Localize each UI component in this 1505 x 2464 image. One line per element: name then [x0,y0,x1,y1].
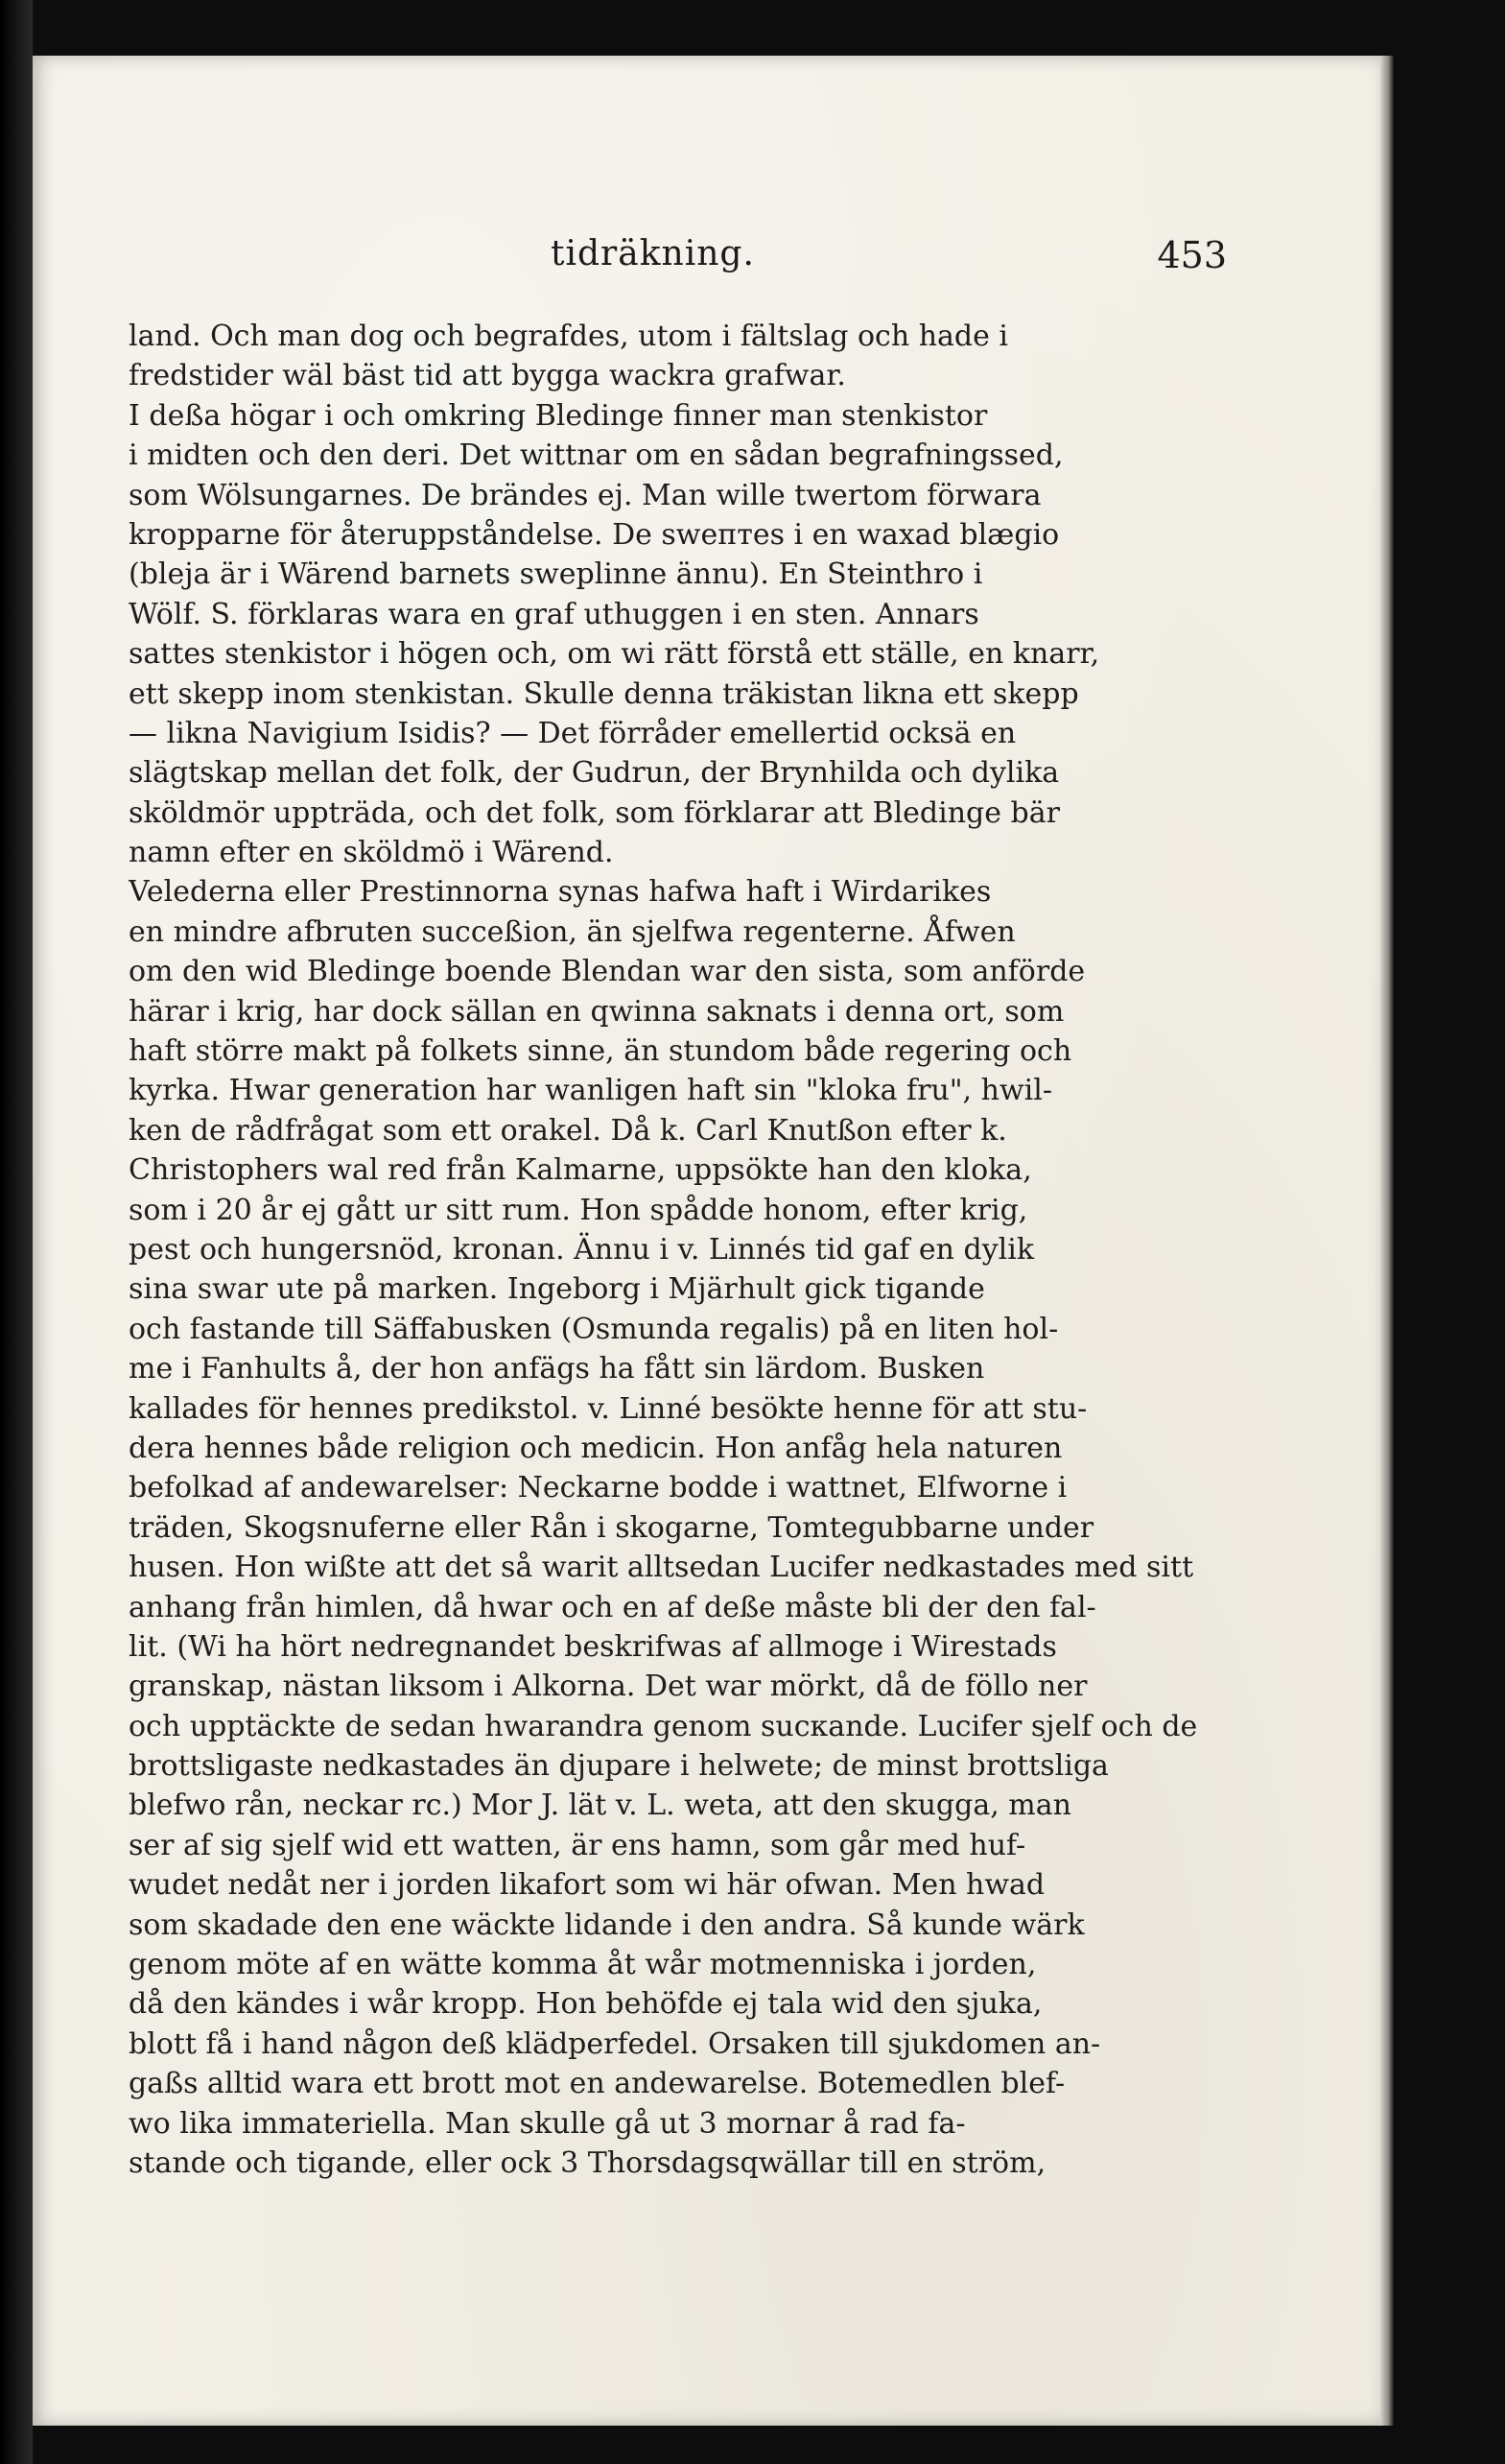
text-line: slägtskap mellan det folk, der Gudrun, der Brynhilda och dylika [129,756,1060,791]
text-line: ett skepp inom stenkistan. Skulle denna träkistan likna ett skepp [129,676,1079,711]
text-line: om den wid Bledinge boende Blendan war den sista, som anförde [129,955,1086,989]
page-header [129,234,1227,292]
text-line: genom möte af en wätte komma åt wår motmenniska i jorden, [129,1948,1037,1982]
text-line: blefwo rån, neckar rc.) Mor J. lät v. L. weta, att den skugga, man [129,1789,1071,1823]
text-line: sköldmör uppträda, och det folk, som förklarar att Bledinge bär [129,795,1060,830]
text-line: Velederna eller Prestinnorna synas hafwa haft i Wirdarikes [129,875,992,910]
text-line: pest och hungersnöd, kronan. Ännu i v. Linnés tid gaf en dylik [129,1232,1035,1267]
text-line: haft större makt på folkets sinne, än stundom både regering och [129,1034,1072,1069]
text-line: kallades för hennes predikstol. v. Linné besökte henne för att stu- [129,1391,1088,1426]
text-line: och upptäckte de sedan hwarandra genom sucкande. Lucifer sjelf och de [129,1709,1198,1743]
text-line: en mindre afbruten succeßion, än sjelfwa regenterne. Åfwen [129,914,1016,949]
page-number: 453 [1157,234,1227,276]
body-text [129,317,1227,2183]
text-line: namn efter en sköldmö i Wärend. [129,836,614,870]
text-line: wudet nedåt ner i jorden likafort som wi här ofwan. Men hwad [129,1868,1046,1903]
text-line: ser af sig sjelf wid ett watten, är ens hamn, som går med huf- [129,1828,1026,1862]
page-fold-shadow [1380,56,1394,2426]
text-line: granskap, nästan liksom i Alkorna. Det war mörkt, då de föllo ner [129,1670,1088,1704]
text-line: befolkad af andewarelser: Neckarne bodde i wattnet, Elfworne i [129,1471,1068,1505]
text-line: gaßs alltid wara ett brott mot en andewarelse. Botemedlen blef- [129,2067,1066,2101]
text-line: då den kändes i wår kropp. Hon behöfde ej tala wid den sjuka, [129,1987,1043,2022]
text-line: husen. Hon wißte att det så warit alltsedan Lucifer nedkastades med sitt [129,1551,1194,1585]
text-line: träden, Skogsnuferne eller Rån i skogarne, Tomtegubbarne under [129,1510,1094,1545]
text-line: härar i krig, har dock sällan en qwinna saknats i denna ort, som [129,994,1065,1029]
text-line: kropparne för återuppståndelse. De swептes i en waxad blægio [129,517,1060,552]
text-line: I deßa högar i och omkring Bledinge finner man stenkistor [129,398,988,433]
text-line: (bleja är i Wärend barnets sweplinne ännu). En Steinthro i [129,557,983,592]
text-line: anhang från himlen, då hwar och en af deße måste bli der den fal- [129,1590,1096,1624]
scan-border-left [0,0,33,2464]
text-line: Wölf. S. förklaras wara en graf uthuggen i en sten. Annars [129,597,979,631]
text-line: dera hennes både religion och medicin. Hon anfåg hela naturen [129,1431,1063,1465]
text-line: som Wölsungarnes. De brändes ej. Man wille twertom förwara [129,478,1042,512]
text-line: me i Fanhults å, der hon anfägs ha fått sin lärdom. Busken [129,1352,985,1386]
running-head: tidräkning. [551,234,755,273]
text-line: sina swar ute på marken. Ingeborg i Mjärhult gick tigande [129,1272,985,1307]
text-line: som i 20 år ej gått ur sitt rum. Hon spådde honom, efter krig, [129,1193,1028,1227]
text-line: blott få i hand någon deß klädperfedel. Orsaken till sjukdomen an- [129,2026,1101,2061]
text-line: stande och tigande, eller ock 3 Thorsdagsqwällar till en ström, [129,2145,1046,2180]
text-line: som skadade den ene wäckte lidande i den andra. Så kunde wärk [129,1907,1085,1942]
text-line: sattes stenkistor i högen och, om wi rätt förstå ett ställe, en knarr, [129,637,1100,672]
text-line: kyrka. Hwar generation har wanligen haft sin "kloka fru", hwil- [129,1074,1052,1108]
text-line: — likna Navigium Isidis? — Det förråder emellertid ocksä en [129,716,1017,750]
text-line: fredstider wäl bäst tid att bygga wackra grafwar. [129,359,846,393]
text-line: brottsligaste nedkastades än djupare i helwete; de minst brottsliga [129,1749,1109,1784]
text-line: och fastande till Säffabusken (Osmunda regalis) på en liten hol- [129,1312,1059,1346]
text-line: Christophers wal red från Kalmarne, uppsökte han den kloka, [129,1153,1032,1188]
text-line: wo lika immateriella. Man skulle gå ut 3 mornar å rad fa- [129,2106,966,2141]
text-line: land. Och man dog och begrafdes, utom i fältslag och hade i [129,320,1008,353]
text-line: lit. (Wi ha hört nedregnandet beskrifwas af allmoge i Wirestads [129,1629,1057,1664]
text-line: i midten och den deri. Det wittnar om en sådan begrafningssed, [129,438,1064,473]
text-line: ken de rådfrågat som ett orakel. Då k. Carl Knutßon efter k. [129,1113,1007,1148]
book-page [33,56,1380,2426]
